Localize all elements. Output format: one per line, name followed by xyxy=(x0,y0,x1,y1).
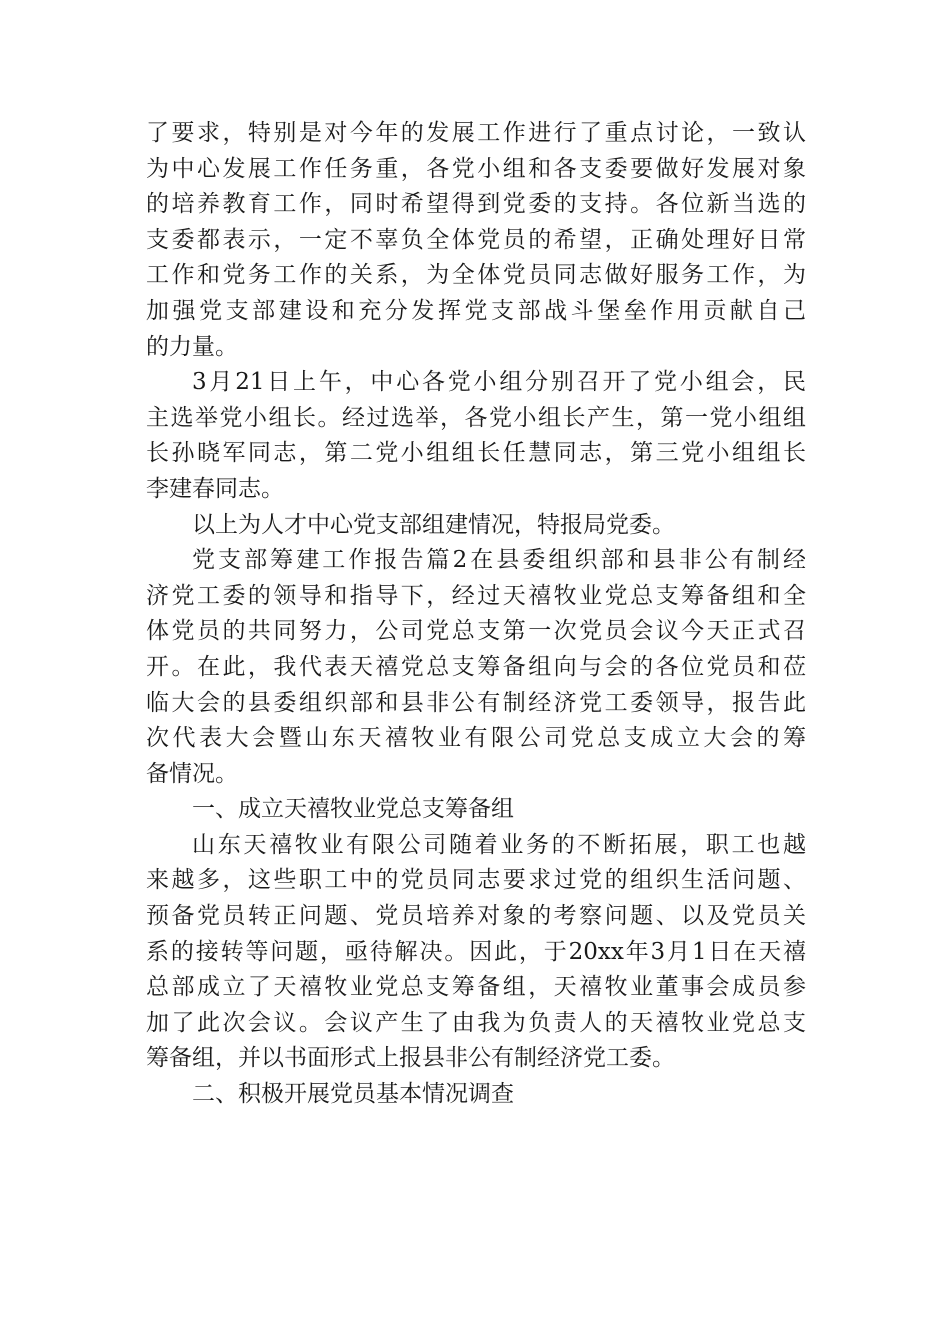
text-line: 山东天禧牧业有限公司随着业务的不断拓展，职工也越 xyxy=(192,831,806,858)
text-line: 来越多，这些职工中的党员同志要求过党的组织生活问题、 xyxy=(146,867,806,894)
text-line: 为中心发展工作任务重，各党小组和各支委要做好发展对象 xyxy=(146,155,806,182)
text-line: 长孙晓军同志，第二党小组组长任慧同志，第三党小组组长 xyxy=(146,440,806,467)
text-line: 开。在此，我代表天禧党总支筹备组向与会的各位党员和莅 xyxy=(146,653,806,680)
text-line: 次代表大会暨山东天禧牧业有限公司党总支成立大会的筹 xyxy=(146,725,806,752)
paragraph xyxy=(146,1077,806,1113)
text-line: 的培养教育工作，同时希望得到党委的支持。各位新当选的 xyxy=(146,191,806,218)
text-line: 了要求，特别是对今年的发展工作进行了重点讨论，一致认 xyxy=(146,120,806,146)
text-line: 3月21日上午，中心各党小组分别召开了党小组会，民 xyxy=(192,369,806,396)
text-line: 总部成立了天禧牧业党总支筹备组，天禧牧业董事会成员参 xyxy=(146,974,806,1001)
text-line: 体党员的共同努力，公司党总支第一次党员会议今天正式召 xyxy=(146,618,806,645)
text-line: 预备党员转正问题、党员培养对象的考察问题、以及党员关 xyxy=(146,903,806,930)
text-line: 加强党支部建设和充分发挥党支部战斗堡垒作用贡献自己 xyxy=(146,297,806,324)
paragraph xyxy=(146,828,806,1077)
text-line: 系的接转等问题，亟待解决。因此，于20xx年3月1日在天禧 xyxy=(146,938,806,965)
text-line: 临大会的县委组织部和县非公有制经济党工委领导，报告此 xyxy=(146,689,806,716)
text-line: 一、成立天禧牧业党总支筹备组 xyxy=(192,796,514,823)
text-line: 二、积极开展党员基本情况调查 xyxy=(192,1081,514,1108)
text-line: 济党工委的领导和指导下，经过天禧牧业党总支筹备组和全 xyxy=(146,582,806,609)
text-line: 工作和党务工作的关系，为全体党员同志做好服务工作，为 xyxy=(146,262,806,289)
text-line: 备情况。 xyxy=(146,760,238,787)
text-line: 筹备组，并以书面形式上报县非公有制经济党工委。 xyxy=(146,1045,675,1072)
document-body xyxy=(146,116,806,1113)
paragraph xyxy=(146,365,806,507)
text-line: 的力量。 xyxy=(146,333,238,360)
text-line: 支委都表示，一定不辜负全体党员的希望，正确处理好日常 xyxy=(146,226,806,253)
paragraph xyxy=(146,508,806,544)
text-line: 李建春同志。 xyxy=(146,475,284,502)
text-line: 党支部筹建工作报告篇2在县委组织部和县非公有制经 xyxy=(192,547,806,574)
text-line: 以上为人才中心党支部组建情况，特报局党委。 xyxy=(192,511,675,538)
text-line: 加了此次会议。会议产生了由我为负责人的天禧牧业党总支 xyxy=(146,1009,806,1036)
paragraph xyxy=(146,792,806,828)
paragraph xyxy=(146,543,806,792)
paragraph xyxy=(146,116,806,365)
text-line: 主选举党小组长。经过选举，各党小组长产生，第一党小组组 xyxy=(146,404,806,431)
